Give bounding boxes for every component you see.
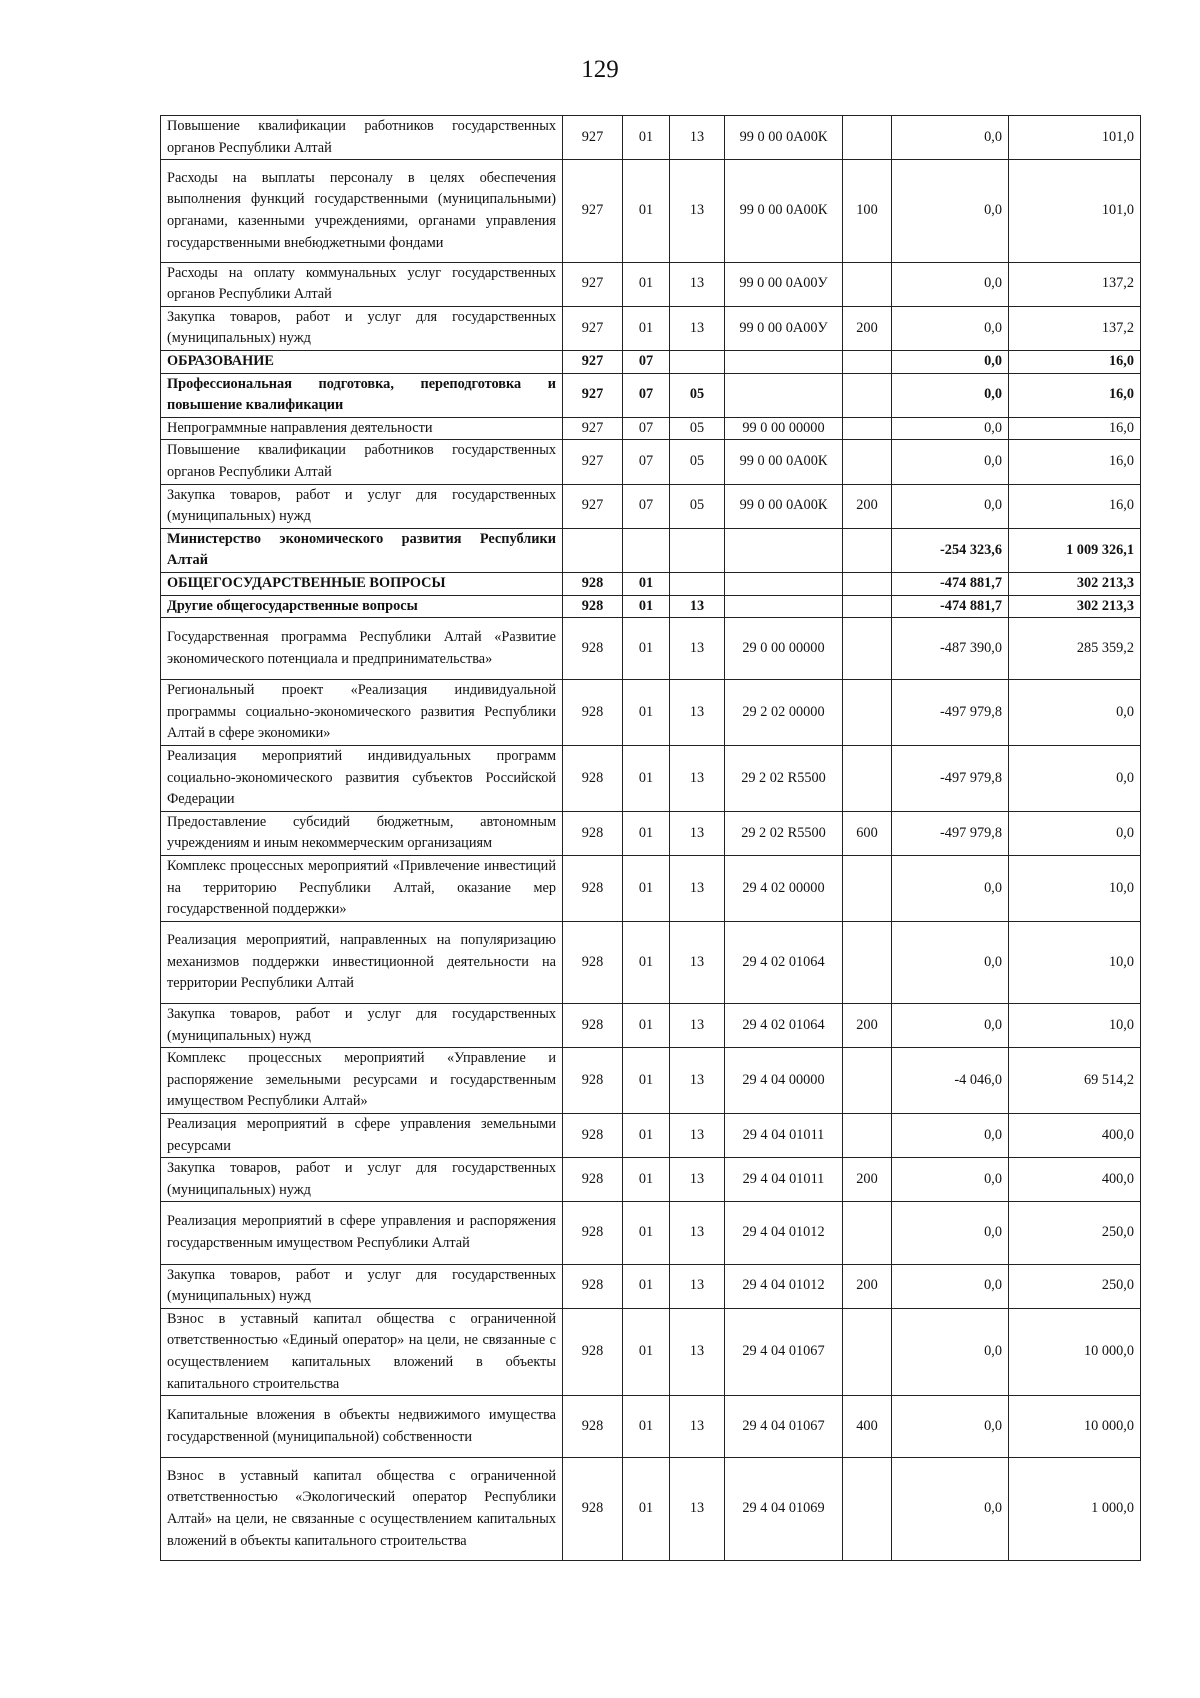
- cell-amount-total: 250,0: [1009, 1202, 1141, 1264]
- page-number: 129: [581, 56, 619, 83]
- cell-expense-type: 600: [843, 811, 892, 855]
- cell-expense-type: [843, 1114, 892, 1158]
- cell-subsection-code: 13: [670, 1158, 725, 1202]
- cell-section-code: 01: [623, 160, 670, 263]
- cell-amount-change: 0,0: [892, 1004, 1009, 1048]
- cell-amount-total: 137,2: [1009, 306, 1141, 350]
- cell-ministry-code: 928: [563, 1458, 623, 1561]
- cell-subsection-code: 13: [670, 116, 725, 160]
- budget-table: [160, 115, 1141, 1561]
- cell-target-article: 29 2 02 R5500: [725, 811, 843, 855]
- cell-expense-type: 100: [843, 160, 892, 263]
- cell-expense-type: [843, 116, 892, 160]
- cell-subsection-code: [670, 528, 725, 572]
- table-row: [161, 618, 1141, 680]
- cell-subsection-code: 13: [670, 856, 725, 922]
- cell-ministry-code: 927: [563, 351, 623, 374]
- cell-section-code: 07: [623, 417, 670, 440]
- cell-name: Закупка товаров, работ и услуг для государственных (муниципальных) нужд: [161, 484, 563, 528]
- cell-target-article: 99 0 00 0А00К: [725, 484, 843, 528]
- cell-subsection-code: 13: [670, 306, 725, 350]
- cell-expense-type: [843, 746, 892, 812]
- cell-expense-type: 200: [843, 306, 892, 350]
- cell-amount-change: 0,0: [892, 373, 1009, 417]
- table-row: [161, 811, 1141, 855]
- cell-target-article: 29 0 00 00000: [725, 618, 843, 680]
- cell-ministry-code: 928: [563, 746, 623, 812]
- cell-section-code: 07: [623, 373, 670, 417]
- cell-name: Министерство экономического развития Республики Алтай: [161, 528, 563, 572]
- cell-amount-change: 0,0: [892, 921, 1009, 1003]
- cell-target-article: [725, 595, 843, 618]
- cell-section-code: 07: [623, 484, 670, 528]
- cell-amount-change: 0,0: [892, 440, 1009, 484]
- cell-section-code: 01: [623, 1114, 670, 1158]
- cell-name: Реализация мероприятий индивидуальных программ социально-экономического развития субъектов Российской Федерации: [161, 746, 563, 812]
- cell-name: Расходы на оплату коммунальных услуг государственных органов Республики Алтай: [161, 262, 563, 306]
- cell-ministry-code: 927: [563, 373, 623, 417]
- table-row: [161, 1264, 1141, 1308]
- cell-ministry-code: 928: [563, 595, 623, 618]
- cell-expense-type: [843, 921, 892, 1003]
- cell-expense-type: [843, 1458, 892, 1561]
- cell-target-article: 99 0 00 00000: [725, 417, 843, 440]
- cell-target-article: 29 4 04 01069: [725, 1458, 843, 1561]
- cell-amount-change: 0,0: [892, 351, 1009, 374]
- cell-name: Повышение квалификации работников государственных органов Республики Алтай: [161, 116, 563, 160]
- table-row: [161, 262, 1141, 306]
- cell-name: Непрограммные направления деятельности: [161, 417, 563, 440]
- cell-amount-total: 101,0: [1009, 160, 1141, 263]
- cell-expense-type: [843, 440, 892, 484]
- cell-section-code: 01: [623, 1158, 670, 1202]
- cell-name: Взнос в уставный капитал общества с ограниченной ответственностью «Экологический оператор Республики Алтай» на цели, не связанные с осуществлением капитальных вложений в объекты капитального строительства: [161, 1458, 563, 1561]
- table-row: [161, 1308, 1141, 1395]
- table-body: [161, 116, 1141, 1561]
- cell-section-code: 01: [623, 680, 670, 746]
- cell-amount-total: 10,0: [1009, 856, 1141, 922]
- cell-amount-total: 400,0: [1009, 1158, 1141, 1202]
- cell-section-code: 01: [623, 1202, 670, 1264]
- cell-subsection-code: 13: [670, 595, 725, 618]
- cell-ministry-code: 928: [563, 1114, 623, 1158]
- cell-name: Повышение квалификации работников государственных органов Республики Алтай: [161, 440, 563, 484]
- table-row: [161, 856, 1141, 922]
- cell-amount-change: 0,0: [892, 1114, 1009, 1158]
- cell-subsection-code: 13: [670, 262, 725, 306]
- cell-expense-type: [843, 1048, 892, 1114]
- cell-subsection-code: 05: [670, 440, 725, 484]
- cell-amount-total: 1 009 326,1: [1009, 528, 1141, 572]
- table-row: [161, 116, 1141, 160]
- cell-subsection-code: 13: [670, 746, 725, 812]
- cell-name: Государственная программа Республики Алтай «Развитие экономического потенциала и предпринимательства»: [161, 618, 563, 680]
- cell-name: Профессиональная подготовка, переподготовка и повышение квалификации: [161, 373, 563, 417]
- cell-amount-change: 0,0: [892, 1158, 1009, 1202]
- cell-expense-type: [843, 262, 892, 306]
- cell-section-code: 01: [623, 811, 670, 855]
- table-row: [161, 160, 1141, 263]
- cell-subsection-code: 13: [670, 1114, 725, 1158]
- cell-section-code: 07: [623, 351, 670, 374]
- cell-amount-change: -4 046,0: [892, 1048, 1009, 1114]
- cell-subsection-code: 05: [670, 484, 725, 528]
- cell-name: ОБРАЗОВАНИЕ: [161, 351, 563, 374]
- cell-amount-total: 16,0: [1009, 484, 1141, 528]
- cell-subsection-code: 13: [670, 680, 725, 746]
- cell-expense-type: [843, 618, 892, 680]
- cell-section-code: 01: [623, 573, 670, 596]
- cell-expense-type: 200: [843, 1264, 892, 1308]
- cell-name: Другие общегосударственные вопросы: [161, 595, 563, 618]
- cell-section-code: 01: [623, 1308, 670, 1395]
- cell-section-code: 07: [623, 440, 670, 484]
- cell-ministry-code: 927: [563, 440, 623, 484]
- cell-ministry-code: 928: [563, 573, 623, 596]
- cell-section-code: 01: [623, 921, 670, 1003]
- cell-amount-change: 0,0: [892, 1396, 1009, 1458]
- cell-section-code: [623, 528, 670, 572]
- cell-amount-change: 0,0: [892, 1202, 1009, 1264]
- cell-ministry-code: 928: [563, 1004, 623, 1048]
- cell-expense-type: 200: [843, 484, 892, 528]
- cell-ministry-code: 928: [563, 1158, 623, 1202]
- cell-ministry-code: 927: [563, 484, 623, 528]
- cell-subsection-code: 05: [670, 417, 725, 440]
- table-row: [161, 373, 1141, 417]
- cell-section-code: 01: [623, 618, 670, 680]
- cell-section-code: 01: [623, 1004, 670, 1048]
- cell-amount-total: 250,0: [1009, 1264, 1141, 1308]
- cell-target-article: [725, 351, 843, 374]
- cell-expense-type: [843, 351, 892, 374]
- cell-amount-change: 0,0: [892, 856, 1009, 922]
- cell-amount-change: 0,0: [892, 1458, 1009, 1561]
- cell-ministry-code: 928: [563, 618, 623, 680]
- cell-amount-change: 0,0: [892, 160, 1009, 263]
- cell-amount-change: -497 979,8: [892, 680, 1009, 746]
- cell-ministry-code: 928: [563, 1202, 623, 1264]
- cell-name: Взнос в уставный капитал общества с ограниченной ответственностью «Единый оператор» на цели, не связанные с осуществлением капитальных вложений в объекты капитального строительства: [161, 1308, 563, 1395]
- cell-ministry-code: 928: [563, 1308, 623, 1395]
- cell-section-code: 01: [623, 746, 670, 812]
- cell-name: Региональный проект «Реализация индивидуальной программы социально-экономического развития Республики Алтай в сфере экономики»: [161, 680, 563, 746]
- cell-amount-change: -487 390,0: [892, 618, 1009, 680]
- table-row: [161, 528, 1141, 572]
- cell-amount-change: 0,0: [892, 1264, 1009, 1308]
- cell-expense-type: [843, 528, 892, 572]
- cell-amount-total: 137,2: [1009, 262, 1141, 306]
- cell-amount-total: 10 000,0: [1009, 1308, 1141, 1395]
- table-row: [161, 484, 1141, 528]
- cell-ministry-code: 928: [563, 1264, 623, 1308]
- cell-target-article: [725, 573, 843, 596]
- cell-subsection-code: [670, 573, 725, 596]
- cell-amount-total: 101,0: [1009, 116, 1141, 160]
- cell-amount-total: 285 359,2: [1009, 618, 1141, 680]
- cell-ministry-code: 927: [563, 116, 623, 160]
- cell-amount-total: 16,0: [1009, 440, 1141, 484]
- cell-ministry-code: 928: [563, 811, 623, 855]
- cell-amount-total: 10 000,0: [1009, 1396, 1141, 1458]
- cell-amount-total: 69 514,2: [1009, 1048, 1141, 1114]
- cell-ministry-code: 927: [563, 417, 623, 440]
- cell-target-article: [725, 373, 843, 417]
- cell-section-code: 01: [623, 1396, 670, 1458]
- cell-name: Реализация мероприятий в сфере управления и распоряжения государственным имуществом Республики Алтай: [161, 1202, 563, 1264]
- cell-amount-change: 0,0: [892, 484, 1009, 528]
- cell-target-article: 29 4 04 00000: [725, 1048, 843, 1114]
- cell-name: Комплекс процессных мероприятий «Привлечение инвестиций на территорию Республики Алтай, оказание мер государственной поддержки»: [161, 856, 563, 922]
- cell-ministry-code: 927: [563, 306, 623, 350]
- cell-expense-type: [843, 856, 892, 922]
- cell-amount-change: -497 979,8: [892, 746, 1009, 812]
- cell-amount-total: 0,0: [1009, 811, 1141, 855]
- cell-target-article: 29 4 04 01011: [725, 1158, 843, 1202]
- cell-amount-change: 0,0: [892, 1308, 1009, 1395]
- cell-ministry-code: 927: [563, 262, 623, 306]
- cell-name: Закупка товаров, работ и услуг для государственных (муниципальных) нужд: [161, 1004, 563, 1048]
- table-row: [161, 573, 1141, 596]
- cell-expense-type: [843, 373, 892, 417]
- cell-amount-total: 10,0: [1009, 921, 1141, 1003]
- cell-name: Расходы на выплаты персоналу в целях обеспечения выполнения функций государственными (муниципальными) органами, казенными учреждениями, органами управления государственными внебюджетными фондами: [161, 160, 563, 263]
- table-row: [161, 351, 1141, 374]
- cell-target-article: 99 0 00 0А00К: [725, 116, 843, 160]
- cell-target-article: 29 2 02 R5500: [725, 746, 843, 812]
- cell-subsection-code: 13: [670, 160, 725, 263]
- cell-target-article: 99 0 00 0А00К: [725, 160, 843, 263]
- cell-amount-change: 0,0: [892, 116, 1009, 160]
- cell-subsection-code: 13: [670, 811, 725, 855]
- cell-name: Предоставление субсидий бюджетным, автономным учреждениям и иным некоммерческим организациям: [161, 811, 563, 855]
- cell-subsection-code: 13: [670, 921, 725, 1003]
- cell-subsection-code: [670, 351, 725, 374]
- cell-expense-type: [843, 573, 892, 596]
- cell-expense-type: [843, 1202, 892, 1264]
- table-row: [161, 921, 1141, 1003]
- table-row: [161, 746, 1141, 812]
- cell-ministry-code: 928: [563, 1396, 623, 1458]
- cell-target-article: 29 4 04 01012: [725, 1264, 843, 1308]
- cell-target-article: 29 4 04 01067: [725, 1308, 843, 1395]
- cell-target-article: 29 4 04 01067: [725, 1396, 843, 1458]
- table-row: [161, 680, 1141, 746]
- table-row: [161, 1202, 1141, 1264]
- cell-name: Закупка товаров, работ и услуг для государственных (муниципальных) нужд: [161, 1264, 563, 1308]
- cell-target-article: 29 4 02 01064: [725, 1004, 843, 1048]
- cell-expense-type: 200: [843, 1158, 892, 1202]
- cell-amount-change: 0,0: [892, 306, 1009, 350]
- cell-amount-total: 16,0: [1009, 373, 1141, 417]
- cell-subsection-code: 13: [670, 1308, 725, 1395]
- cell-ministry-code: 927: [563, 160, 623, 263]
- cell-target-article: 99 0 00 0А00К: [725, 440, 843, 484]
- table-row: [161, 1048, 1141, 1114]
- cell-target-article: 29 4 04 01012: [725, 1202, 843, 1264]
- cell-ministry-code: 928: [563, 680, 623, 746]
- cell-target-article: 29 4 02 00000: [725, 856, 843, 922]
- cell-section-code: 01: [623, 595, 670, 618]
- cell-subsection-code: 13: [670, 1396, 725, 1458]
- cell-amount-change: -497 979,8: [892, 811, 1009, 855]
- cell-amount-total: 400,0: [1009, 1114, 1141, 1158]
- cell-section-code: 01: [623, 1264, 670, 1308]
- cell-section-code: 01: [623, 856, 670, 922]
- table-row: [161, 1004, 1141, 1048]
- cell-expense-type: 200: [843, 1004, 892, 1048]
- cell-target-article: 29 2 02 00000: [725, 680, 843, 746]
- cell-expense-type: 400: [843, 1396, 892, 1458]
- cell-name: Капитальные вложения в объекты недвижимого имущества государственной (муниципальной) собственности: [161, 1396, 563, 1458]
- cell-ministry-code: [563, 528, 623, 572]
- cell-ministry-code: 928: [563, 1048, 623, 1114]
- cell-amount-change: -474 881,7: [892, 595, 1009, 618]
- cell-subsection-code: 13: [670, 1264, 725, 1308]
- cell-section-code: 01: [623, 1048, 670, 1114]
- cell-subsection-code: 13: [670, 1004, 725, 1048]
- cell-amount-change: -254 323,6: [892, 528, 1009, 572]
- cell-amount-total: 0,0: [1009, 746, 1141, 812]
- cell-subsection-code: 13: [670, 1458, 725, 1561]
- cell-amount-change: 0,0: [892, 417, 1009, 440]
- cell-target-article: 99 0 00 0А00У: [725, 262, 843, 306]
- cell-subsection-code: 13: [670, 1048, 725, 1114]
- cell-ministry-code: 928: [563, 921, 623, 1003]
- table-row: [161, 1114, 1141, 1158]
- table-row: [161, 1158, 1141, 1202]
- cell-subsection-code: 13: [670, 618, 725, 680]
- cell-amount-total: 10,0: [1009, 1004, 1141, 1048]
- cell-ministry-code: 928: [563, 856, 623, 922]
- cell-target-article: 29 4 02 01064: [725, 921, 843, 1003]
- cell-section-code: 01: [623, 262, 670, 306]
- cell-amount-change: -474 881,7: [892, 573, 1009, 596]
- cell-target-article: [725, 528, 843, 572]
- cell-expense-type: [843, 417, 892, 440]
- cell-name: Реализация мероприятий в сфере управления земельными ресурсами: [161, 1114, 563, 1158]
- cell-amount-total: 302 213,3: [1009, 573, 1141, 596]
- cell-expense-type: [843, 680, 892, 746]
- table-row: [161, 595, 1141, 618]
- cell-target-article: 99 0 00 0А00У: [725, 306, 843, 350]
- cell-target-article: 29 4 04 01011: [725, 1114, 843, 1158]
- cell-name: Комплекс процессных мероприятий «Управление и распоряжение земельными ресурсами и государственным имуществом Республики Алтай»: [161, 1048, 563, 1114]
- cell-subsection-code: 13: [670, 1202, 725, 1264]
- cell-subsection-code: 05: [670, 373, 725, 417]
- cell-section-code: 01: [623, 116, 670, 160]
- cell-amount-total: 1 000,0: [1009, 1458, 1141, 1561]
- cell-name: ОБЩЕГОСУДАРСТВЕННЫЕ ВОПРОСЫ: [161, 573, 563, 596]
- cell-expense-type: [843, 1308, 892, 1395]
- table-row: [161, 440, 1141, 484]
- cell-name: Закупка товаров, работ и услуг для государственных (муниципальных) нужд: [161, 1158, 563, 1202]
- cell-amount-change: 0,0: [892, 262, 1009, 306]
- cell-name: Закупка товаров, работ и услуг для государственных (муниципальных) нужд: [161, 306, 563, 350]
- table-row: [161, 1458, 1141, 1561]
- cell-expense-type: [843, 595, 892, 618]
- cell-section-code: 01: [623, 306, 670, 350]
- cell-amount-total: 16,0: [1009, 351, 1141, 374]
- cell-section-code: 01: [623, 1458, 670, 1561]
- cell-amount-total: 0,0: [1009, 680, 1141, 746]
- cell-name: Реализация мероприятий, направленных на популяризацию механизмов поддержки инвестиционной деятельности на территории Республики Алтай: [161, 921, 563, 1003]
- table-row: [161, 417, 1141, 440]
- cell-amount-total: 302 213,3: [1009, 595, 1141, 618]
- cell-amount-total: 16,0: [1009, 417, 1141, 440]
- table-row: [161, 306, 1141, 350]
- table-row: [161, 1396, 1141, 1458]
